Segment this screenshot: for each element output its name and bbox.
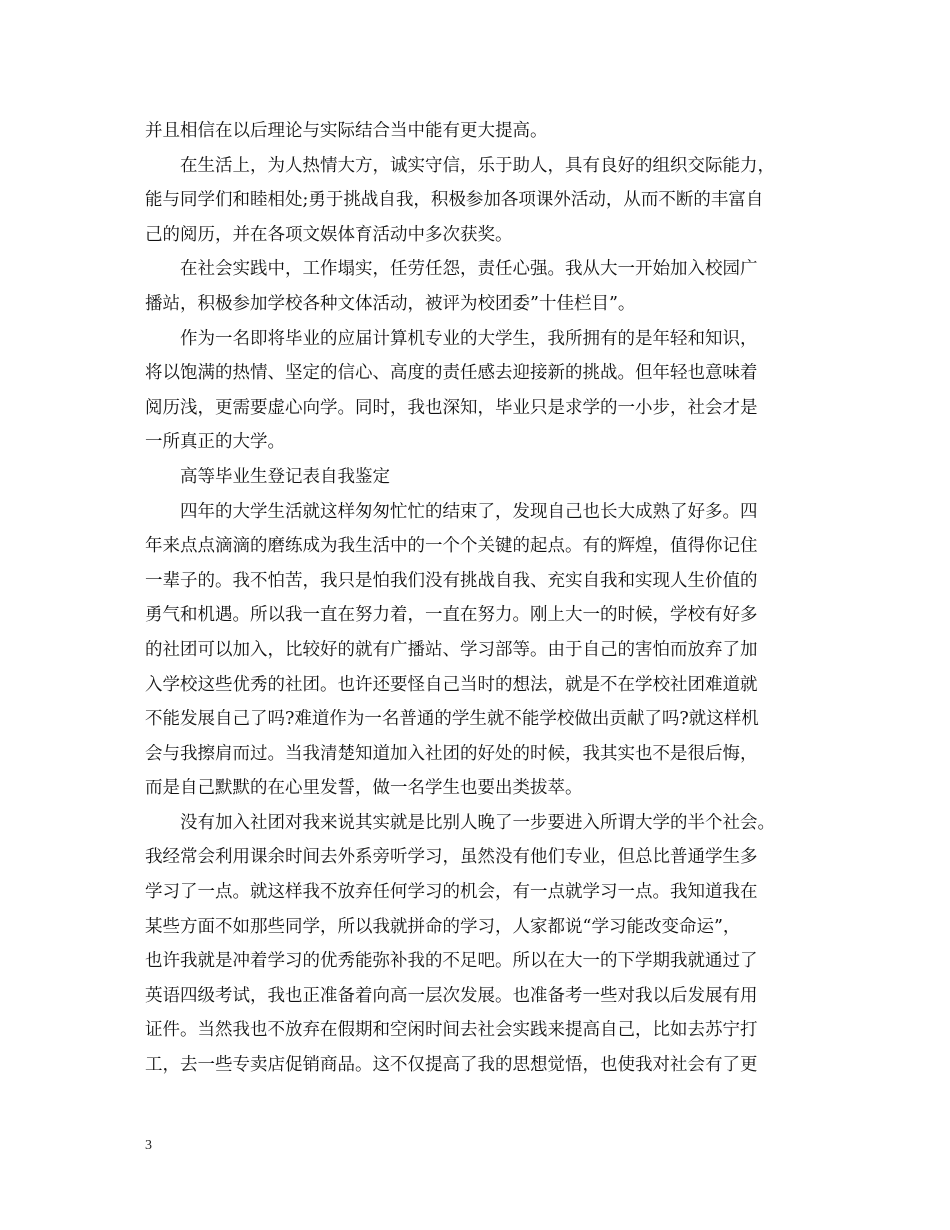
text-line: 播站，积极参加学校各种文体活动，被评为校团委”十佳栏目”。: [145, 293, 636, 314]
text-line: 将以饱满的热情、坚定的信心、高度的责任感去迎接新的挑战。但年轻也意味着: [145, 363, 758, 384]
text-line: 而是自己默默的在心里发誓，做一名学生也要出类拔萃。: [145, 778, 583, 799]
text-line: 阅历浅，更需要虚心向学。同时，我也深知，毕业只是求学的一小步，社会才是: [145, 397, 758, 418]
text-line: 一辈子的。我不怕苦，我只是怕我们没有挑战自我、充实自我和实现人生价值的: [145, 570, 758, 591]
text-line: 能与同学们和睦相处;勇于挑战自我，积极参加各项课外活动，从而不断的丰富自: [145, 190, 764, 211]
text-line: 入学校这些优秀的社团。也许还要怪自己当时的想法，就是不在学校社团难道就: [145, 674, 758, 695]
text-line: 工，去一些专卖店促销商品。这不仅提高了我的思想觉悟，也使我对社会有了更: [145, 1055, 758, 1076]
paragraph-first-line: 在生活上，为人热情大方，诚实守信，乐于助人，具有良好的组织交际能力，: [180, 155, 775, 176]
text-line: 会与我擦肩而过。当我清楚知道加入社团的好处的时候，我其实也不是很后悔，: [145, 743, 758, 764]
text-line: 某些方面不如那些同学，所以我就拼命的学习，人家都说“学习能改变命运”，: [145, 916, 741, 937]
text-line: 英语四级考试，我也正准备着向高一层次发展。也准备考一些对我以后发展有用: [145, 985, 758, 1006]
paragraph-first-line: 作为一名即将毕业的应届计算机专业的大学生，我所拥有的是年轻和知识，: [180, 328, 758, 349]
text-line: 的社团可以加入，比较好的就有广播站、学习部等。由于自己的害怕而放弃了加: [145, 639, 758, 660]
text-line: 我经常会利用课余时间去外系旁听学习，虽然没有他们专业，但总比普通学生多: [145, 847, 758, 868]
text-line: 一所真正的大学。: [145, 432, 285, 453]
paragraph-first-line: 在社会实践中，工作塌实，任劳任怨，责任心强。我从大一开始加入校园广: [180, 259, 758, 280]
text-line: 学习了一点。就这样我不放弃任何学习的机会，有一点就学习一点。我知道我在: [145, 882, 758, 903]
paragraph-first-line: 四年的大学生活就这样匆匆忙忙的结束了，发现自己也长大成熟了好多。四: [180, 501, 758, 522]
page-number: 3: [145, 1138, 152, 1153]
paragraph-first-line: 没有加入社团对我来说其实就是比别人晚了一步要进入所谓大学的半个社会。: [180, 812, 775, 833]
text-line: 年来点点滴滴的磨练成为我生活中的一个个关键的起点。有的辉煌，值得你记住: [145, 536, 758, 557]
text-line: 己的阅历，并在各项文娱体育活动中多次获奖。: [145, 224, 513, 245]
text-line: 也许我就是冲着学习的优秀能弥补我的不足吧。所以在大一的下学期我就通过了: [145, 951, 758, 972]
text-line: 不能发展自己了吗?难道作为一名普通的学生就不能学校做出贡献了吗?就这样机: [145, 709, 759, 730]
text-line: 并且相信在以后理论与实际结合当中能有更大提高。: [145, 121, 548, 141]
text-line: 证件。当然我也不放弃在假期和空闲时间去社会实践来提高自己，比如去苏宁打: [145, 1020, 758, 1041]
text-line: 勇气和机遇。所以我一直在努力着，一直在努力。刚上大一的时候，学校有好多: [145, 605, 758, 626]
document-body: [145, 114, 835, 1083]
paragraph-first-line: 高等毕业生登记表自我鉴定: [180, 466, 390, 487]
